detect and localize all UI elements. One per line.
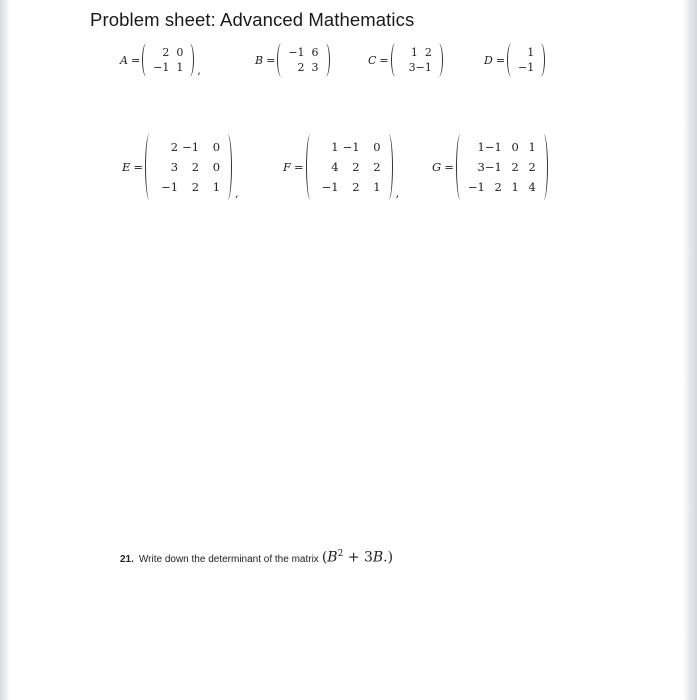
matrix-entry: 0 [511,140,519,154]
matrix-entry: 3 [311,61,319,74]
problem-text: Write down the determinant of the matrix [138,553,319,565]
matrix-entry: 0 [373,140,381,154]
matrix-row [153,60,183,75]
document-page [12,0,682,700]
matrix-entry: 1 [176,61,184,74]
matrix-row [468,137,536,157]
matrix-g [456,134,548,200]
matrix-b-definition: B = −1 6 2 3 [255,43,330,77]
matrix-row [402,60,432,75]
matrix-row [468,177,536,197]
matrix-entry: −1 [484,160,502,174]
matrix-f-definition: F = 1 −1 0 4 2 2 −1 2 1 , [283,134,399,200]
matrix-entry: 1 [410,46,418,59]
matrix-label: F [283,160,291,174]
matrix-entry: 2 [528,160,536,174]
matrix-entry: 1 [331,140,339,154]
matrix-d-definition: D = 1 −1 [484,43,545,77]
page-title: Problem sheet: Advanced Mathematics [90,9,415,30]
matrix-c-definition: C = 1 2 3 −1 [368,43,443,77]
matrix-row [288,45,318,60]
matrix-row [157,137,220,157]
matrix-entry: 2 [424,46,432,59]
right-page-edge [683,0,697,700]
matrix-entry: −1 [288,46,305,59]
matrix-entry: 4 [331,160,339,174]
matrix-entry: −1 [153,61,170,74]
matrix-entry: 6 [311,46,319,59]
matrix-entry: 2 [191,180,200,194]
matrix-label: C [368,53,377,67]
matrix-entry: −1 [321,180,339,194]
matrix-entry: 1 [528,140,536,154]
matrix-entry: 4 [528,180,536,194]
matrix-row [402,45,432,60]
matrix-entry: 1 [373,180,381,194]
matrix-entry: −1 [182,140,200,154]
matrix-entry: 2 [297,61,305,74]
matrix-row [318,157,381,177]
matrix-label: E [122,160,131,174]
matrix-label: B [255,53,264,67]
matrix-e-definition: E = 2 −1 0 3 2 0 −1 2 1 , [122,134,239,200]
matrix-entry: 1 [477,140,485,154]
matrix-expression: $(B^2 + 3B.)$ [321,549,394,566]
left-page-edge [0,0,10,700]
matrix-label: D [484,53,493,67]
matrix-entry: −1 [518,61,535,74]
matrix-label: A [120,53,128,67]
matrix-label: G [432,160,442,174]
matrix-entry: −1 [484,140,502,154]
matrix-entry: 0 [212,160,221,174]
matrix-g-definition: G = 1 −1 0 1 3 −1 2 2 −1 2 1 4 [432,134,548,200]
matrix-entry: 2 [511,160,519,174]
matrix-entry: −1 [415,61,432,74]
matrix-entry: 2 [191,160,200,174]
matrix-entry: −1 [161,180,179,194]
matrix-entry: 3 [408,61,416,74]
matrix-entry: 2 [494,180,502,194]
matrix-row [318,137,381,157]
matrix-row [518,60,534,75]
matrix-row [157,157,220,177]
matrix-a [142,43,194,77]
matrix-entry: 1 [511,180,519,194]
problem-number: 21. [120,553,134,565]
matrix-c [391,43,443,77]
matrix-row [153,45,183,60]
matrix-d [507,43,545,77]
matrix-row [518,45,534,60]
matrix-entry: −1 [342,140,360,154]
matrix-entry: 0 [212,140,221,154]
matrix-row [318,177,381,197]
problem-21 [120,549,393,566]
matrix-entry: 3 [170,160,179,174]
matrix-entry: 0 [176,46,184,59]
matrix-b [277,43,329,77]
matrix-f [306,134,393,200]
matrix-entry: −1 [467,180,485,194]
matrix-row [288,60,318,75]
matrix-entry: 2 [352,160,360,174]
matrix-entry: 1 [212,180,221,194]
matrix-entry: 2 [170,140,179,154]
matrix-entry: 1 [527,46,535,59]
matrix-entry: 3 [477,160,485,174]
matrix-row [157,177,220,197]
matrix-e [145,134,232,200]
matrix-entry: 2 [352,180,360,194]
matrix-entry: 2 [373,160,381,174]
matrix-row [468,157,536,177]
matrix-entry: 2 [162,46,170,59]
matrix-a-definition: A = 2 0 −1 1 , [120,43,201,77]
